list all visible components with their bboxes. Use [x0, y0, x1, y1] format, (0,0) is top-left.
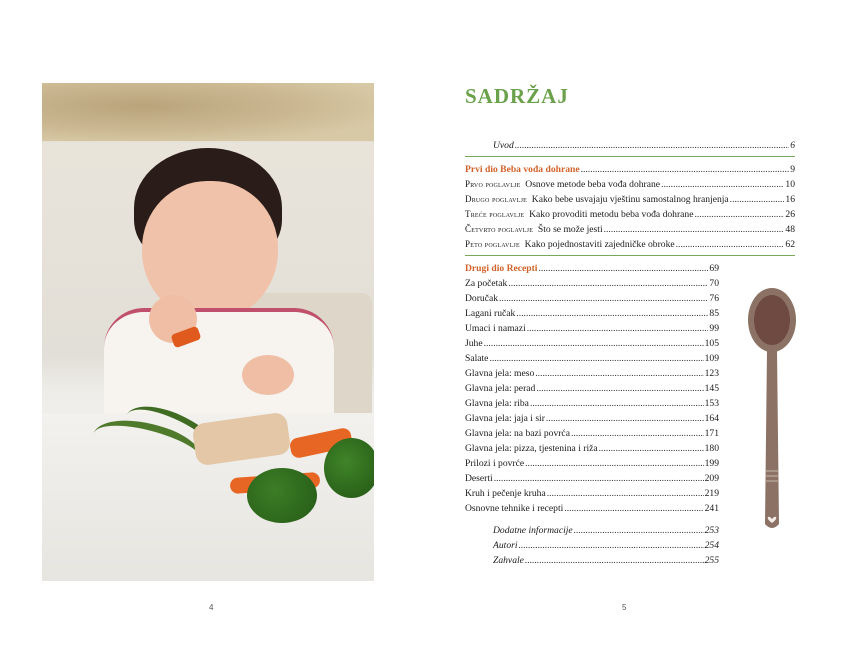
toc-part1-header[interactable]: Prvi dio Beba vođa dohrane ..... 9 [465, 163, 795, 176]
toc-appendix-item[interactable]: Dodatne informacije ..... 253 [493, 524, 719, 537]
spoon-handle [765, 350, 779, 528]
wallpaper [42, 83, 374, 141]
toc-appendix-item[interactable]: Autori ..... 254 [493, 539, 719, 552]
broccoli [247, 468, 317, 523]
toc-recipe-item[interactable]: Deserti ..... 209 [465, 472, 719, 485]
toc-recipe-item[interactable]: Doručak ..... 76 [465, 292, 719, 305]
toc-chapter[interactable]: Drugo poglavlje Kako bebe usvajaju vještinu samostalnog hranjenja ..... 16 [465, 193, 795, 206]
toc-recipe-item[interactable]: Glavna jela: pizza, tjestenina i riža ..... 180 [465, 442, 719, 455]
toc-recipe-item[interactable]: Glavna jela: na bazi povrća ..... 171 [465, 427, 719, 440]
toc-recipe-item[interactable]: Lagani ručak ..... 85 [465, 307, 719, 320]
page-title: SADRŽAJ [465, 84, 569, 108]
toc-intro[interactable]: Uvod ..... 6 [493, 139, 795, 152]
section-divider [465, 255, 795, 256]
toc-chapter[interactable]: Prvo poglavlje Osnove metode beba vođa dohrane ..... 10 [465, 178, 795, 191]
toc-chapter[interactable]: Peto poglavlje Kako pojednostaviti zajedničke obroke ..... 62 [465, 238, 795, 251]
spoon-bowl [754, 295, 790, 345]
left-page-number: 4 [209, 603, 214, 612]
toc-appendix-item[interactable]: Zahvale ..... 255 [493, 554, 719, 567]
toc-recipe-item[interactable]: Prilozi i povrće ..... 199 [465, 457, 719, 470]
toc-recipe-item[interactable]: Umaci i namazi ..... 99 [465, 322, 719, 335]
baby-photo [42, 83, 374, 581]
toc-part2-header[interactable]: Drugi dio Recepti ..... 69 [465, 262, 719, 275]
toc-chapter[interactable]: Treće poglavlje Kako provoditi metodu beba vođa dohrane ..... 26 [465, 208, 795, 221]
baby-hand-right [242, 355, 294, 395]
wooden-spoon-illustration [742, 286, 802, 531]
toc-recipe-item[interactable]: Glavna jela: jaja i sir ..... 164 [465, 412, 719, 425]
toc-recipe-item[interactable]: Salate ..... 109 [465, 352, 719, 365]
toc-recipe-item[interactable]: Za početak ..... 70 [465, 277, 719, 290]
section-divider [465, 156, 795, 157]
toc-recipe-item[interactable]: Glavna jela: meso ..... 123 [465, 367, 719, 380]
broccoli-2 [324, 438, 374, 498]
toc-recipe-item[interactable]: Glavna jela: riba ..... 153 [465, 397, 719, 410]
toc-recipe-item[interactable]: Glavna jela: perad ..... 145 [465, 382, 719, 395]
toc-recipe-item[interactable]: Osnovne tehnike i recepti ..... 241 [465, 502, 719, 515]
toc-chapter[interactable]: Četvrto poglavlje Što se može jesti ..... 48 [465, 223, 795, 236]
right-page-number: 5 [622, 603, 627, 612]
toc-recipe-item[interactable]: Juhe ..... 105 [465, 337, 719, 350]
toc-recipe-item[interactable]: Kruh i pečenje kruha ..... 219 [465, 487, 719, 500]
